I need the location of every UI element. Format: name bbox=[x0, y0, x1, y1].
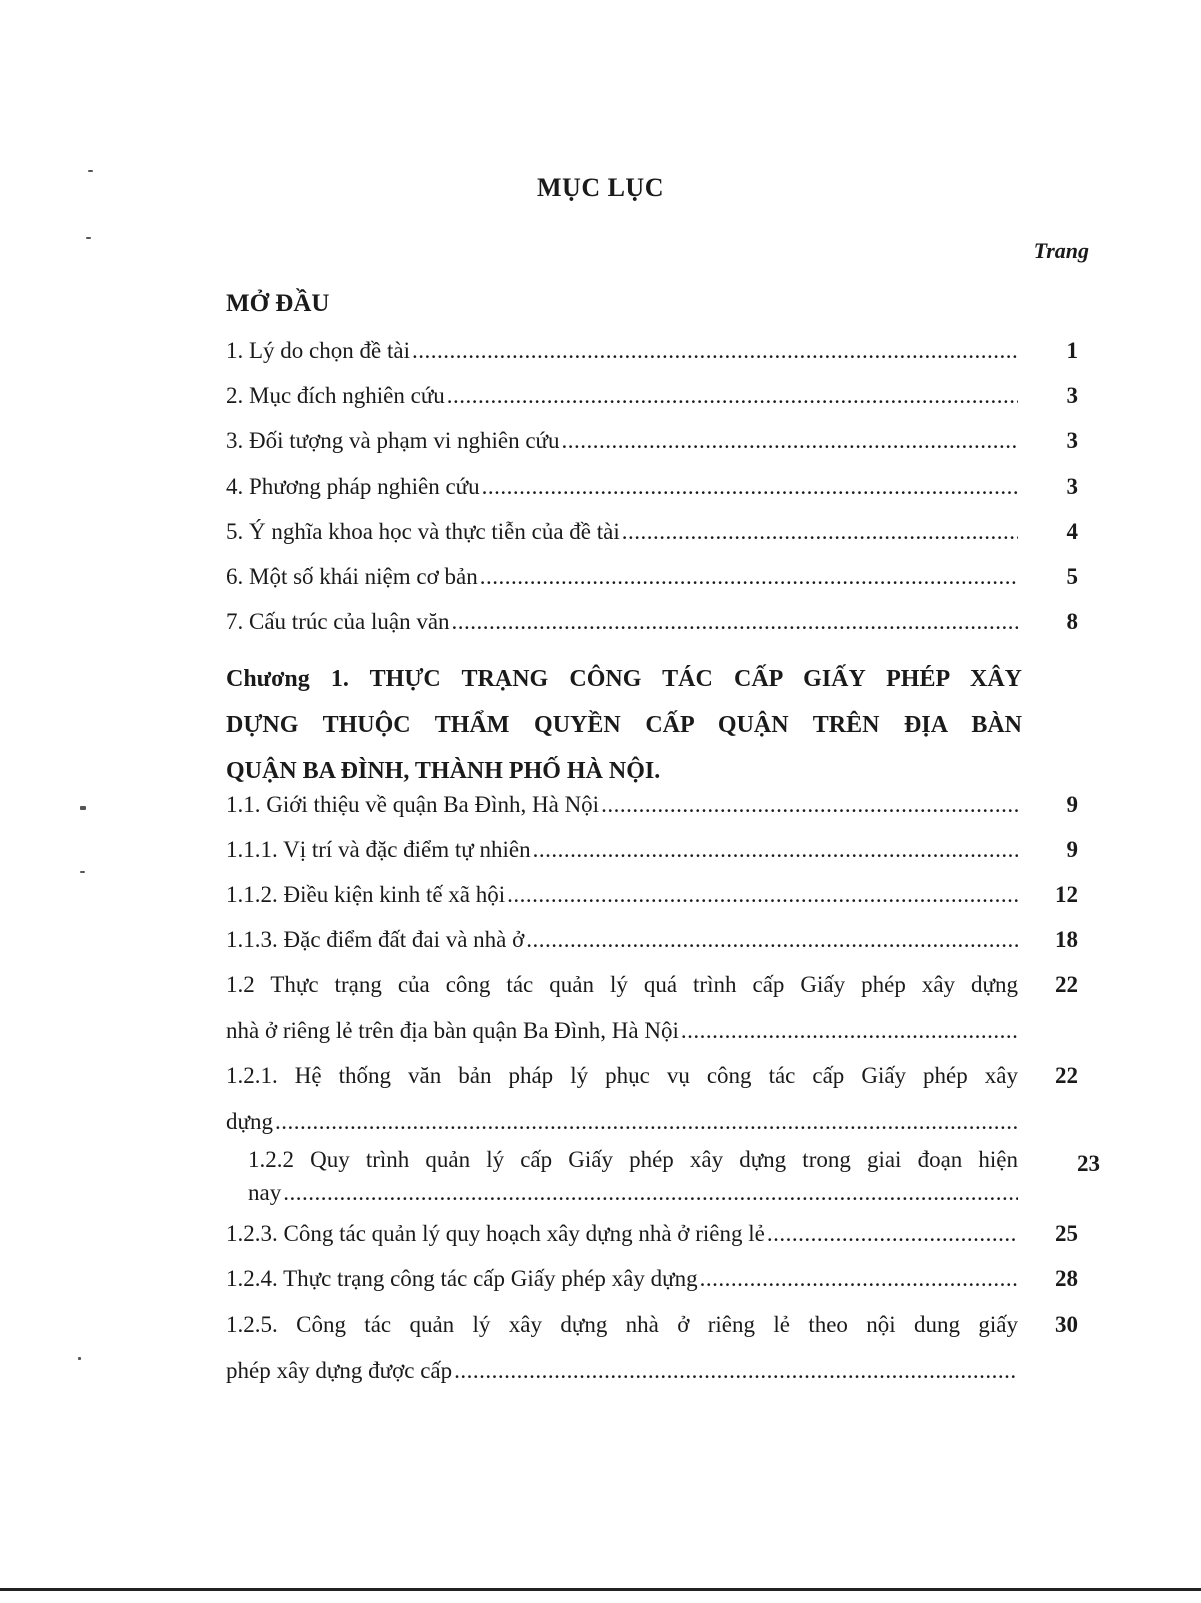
toc-page-number: 22 bbox=[1055, 1063, 1078, 1088]
toc-entry-text: 1. Lý do chọn đề tài bbox=[226, 338, 410, 363]
leader-dots bbox=[700, 1256, 1018, 1302]
toc-entry-text: 1.2.1. Hệ thống văn bản pháp lý phục vụ công tác cấp Giấy phép xây bbox=[226, 1063, 1018, 1088]
scan-speck bbox=[88, 170, 93, 172]
scan-speck bbox=[80, 806, 86, 810]
toc-entry bbox=[226, 554, 1078, 600]
scan-speck bbox=[80, 871, 85, 873]
toc-page-number: 28 bbox=[1055, 1266, 1078, 1291]
intro-heading: MỞ ĐẦU bbox=[226, 290, 330, 317]
leader-dots bbox=[507, 872, 1018, 918]
toc-entry bbox=[226, 1256, 1078, 1302]
leader-dots bbox=[482, 464, 1018, 510]
chapter-heading-line: Chương 1. THỰC TRẠNG CÔNG TÁC CẤP GIẤY PHÉP XÂY bbox=[226, 666, 1022, 692]
toc-entry-text: 2. Mục đích nghiên cứu bbox=[226, 383, 445, 408]
bottom-edge-rule bbox=[0, 1588, 1201, 1591]
toc-entry-text: 3. Đối tượng và phạm vi nghiên cứu bbox=[226, 428, 560, 453]
toc-entry-text: 1.1.3. Đặc điểm đất đai và nhà ở bbox=[226, 927, 525, 952]
toc-entry-text: 1.2.2 Quy trình quản lý cấp Giấy phép xây dựng trong giai đoạn hiện bbox=[248, 1147, 1018, 1172]
toc-page-number: 8 bbox=[1066, 609, 1078, 634]
toc-page-number: 4 bbox=[1066, 519, 1078, 544]
toc-entry-text: 1.2 Thực trạng của công tác quản lý quá trình cấp Giấy phép xây dựng bbox=[226, 972, 1018, 997]
toc-page-number: 22 bbox=[1055, 972, 1078, 997]
toc-entry bbox=[226, 509, 1078, 555]
page-column-label: Trang bbox=[1033, 238, 1089, 263]
toc-page-number: 3 bbox=[1066, 383, 1078, 408]
toc-entry bbox=[226, 1302, 1078, 1394]
leader-dots bbox=[480, 554, 1018, 600]
toc-entry-text: 5. Ý nghĩa khoa học và thực tiễn của đề tài bbox=[226, 519, 620, 544]
toc-entry bbox=[226, 782, 1078, 828]
leader-dots bbox=[562, 418, 1019, 464]
leader-dots bbox=[275, 1099, 1018, 1145]
toc-entry-text: 1.2.5. Công tác quản lý xây dựng nhà ở riêng lẻ theo nội dung giấy bbox=[226, 1312, 1018, 1337]
toc-entry bbox=[226, 373, 1078, 419]
leader-dots bbox=[533, 827, 1018, 873]
toc-entry-text: 7. Cấu trúc của luận văn bbox=[226, 609, 450, 634]
leader-dots bbox=[601, 782, 1018, 828]
toc-page-number: 23 bbox=[1077, 1151, 1100, 1176]
leader-dots bbox=[452, 599, 1018, 645]
leader-dots bbox=[283, 1177, 1018, 1209]
chapter-heading-line: DỰNG THUỘC THẨM QUYỀN CẤP QUẬN TRÊN ĐỊA BÀN bbox=[226, 712, 1022, 738]
toc-entry bbox=[226, 1211, 1078, 1257]
toc-entry-text-cont: nay bbox=[248, 1180, 282, 1205]
toc-page-number: 18 bbox=[1055, 927, 1078, 952]
toc-entry bbox=[226, 1053, 1078, 1145]
toc-entry bbox=[226, 872, 1078, 918]
toc-entry bbox=[226, 599, 1078, 645]
toc-entry-text: 4. Phương pháp nghiên cứu bbox=[226, 474, 480, 499]
leader-dots bbox=[622, 509, 1018, 555]
toc-page-number: 3 bbox=[1066, 428, 1078, 453]
toc-page-number: 9 bbox=[1066, 837, 1078, 862]
page-title: MỤC LỤC bbox=[537, 173, 664, 202]
toc-entry bbox=[226, 962, 1078, 1054]
toc-entry bbox=[226, 1143, 1100, 1209]
toc-entry bbox=[226, 328, 1078, 374]
toc-entry bbox=[226, 464, 1078, 510]
toc-page-number: 9 bbox=[1066, 792, 1078, 817]
toc-page-number: 5 bbox=[1066, 564, 1078, 589]
toc-entry bbox=[226, 827, 1078, 873]
leader-dots bbox=[681, 1008, 1018, 1054]
toc-entry-text: 1.1.1. Vị trí và đặc điểm tự nhiên bbox=[226, 837, 531, 862]
toc-entry-text-cont: nhà ở riêng lẻ trên địa bàn quận Ba Đình, Hà Nội bbox=[226, 1018, 679, 1043]
chapter-heading-line: QUẬN BA ĐÌNH, THÀNH PHỐ HÀ NỘI. bbox=[226, 758, 661, 784]
toc-entry-text: 1.2.3. Công tác quản lý quy hoạch xây dựng nhà ở riêng lẻ bbox=[226, 1221, 765, 1246]
scan-speck bbox=[78, 1357, 81, 1360]
leader-dots bbox=[767, 1211, 1018, 1257]
toc-page-number: 25 bbox=[1055, 1221, 1078, 1246]
toc-page-number: 3 bbox=[1066, 474, 1078, 499]
toc-page-number: 30 bbox=[1055, 1312, 1078, 1337]
toc-entry bbox=[226, 418, 1078, 464]
toc-entry-text-cont: dựng bbox=[226, 1109, 273, 1134]
leader-dots bbox=[447, 373, 1018, 419]
leader-dots bbox=[454, 1348, 1018, 1394]
toc-entry-text: 1.1. Giới thiệu về quận Ba Đình, Hà Nội bbox=[226, 792, 600, 817]
toc-page-number: 12 bbox=[1055, 882, 1078, 907]
toc-entry-text: 1.1.2. Điều kiện kinh tế xã hội bbox=[226, 882, 506, 907]
toc-page-number: 1 bbox=[1066, 338, 1078, 363]
scan-speck bbox=[86, 237, 91, 239]
leader-dots bbox=[526, 917, 1018, 963]
toc-entry-text-cont: phép xây dựng được cấp bbox=[226, 1358, 453, 1383]
toc-entry-text: 6. Một số khái niệm cơ bản bbox=[226, 564, 478, 589]
leader-dots bbox=[412, 328, 1018, 374]
toc-entry bbox=[226, 917, 1078, 963]
toc-entry-text: 1.2.4. Thực trạng công tác cấp Giấy phép xây dựng bbox=[226, 1266, 698, 1291]
chapter-heading bbox=[226, 656, 1022, 794]
